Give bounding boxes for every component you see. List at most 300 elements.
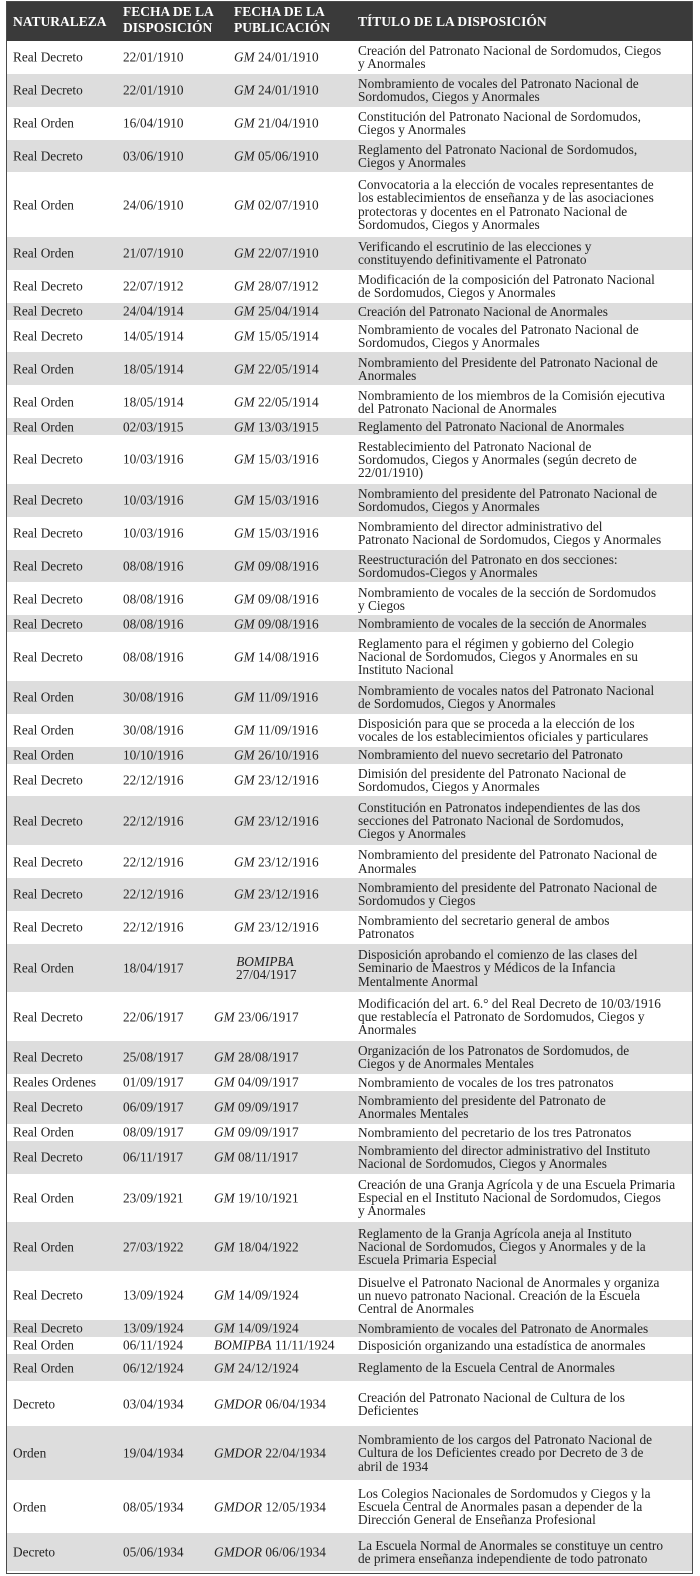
cell-fecha-publicacion (236, 953, 297, 982)
cell-fecha-publicacion (234, 814, 319, 827)
cell-naturaleza: Real Orden (13, 361, 74, 377)
cell-fecha-disposicion: 22/01/1910 (123, 49, 184, 65)
table-row (7, 517, 692, 550)
cell-fecha-publicacion (234, 420, 319, 433)
titulo-line: Anormales (358, 1022, 417, 1038)
cell-naturaleza: Real Decreto (13, 853, 83, 869)
cell-titulo (358, 484, 688, 517)
cell-titulo (358, 550, 688, 583)
titulo-line: Nombramiento de vocales natos del Patronato Nacional (358, 683, 655, 699)
titulo-line: de Sordomudos, Ciegos y Anormales (358, 696, 556, 712)
publication-source: GMDOR (214, 1396, 263, 1412)
cell-titulo (358, 796, 688, 845)
publication-source: GM (234, 115, 255, 131)
titulo-line: Escuela Primaria Especial (358, 1252, 497, 1268)
titulo-line: Sordomudos, Ciegos y Anormales (358, 499, 540, 515)
titulo-line: Constitución en Patronatos independientes de las dos (358, 799, 641, 815)
titulo-line: Constitución del Patronato Nacional de Sordomudos, (358, 108, 641, 124)
publication-date: 26/10/1916 (258, 747, 319, 763)
publication-date: 09/08/1916 (258, 616, 319, 632)
publication-source: GM (234, 648, 255, 664)
cell-naturaleza: Real Decreto (13, 328, 83, 344)
titulo-line: del Patronato Nacional de Anormales (358, 400, 557, 416)
publication-source: GM (234, 886, 255, 902)
table-row (7, 107, 692, 140)
titulo-line: y Ciegos (358, 597, 405, 613)
cell-fecha-disposicion: 18/05/1914 (123, 394, 184, 410)
cell-titulo (358, 385, 688, 418)
titulo-line: secciones del Patronato Nacional de Sordomudos, (358, 813, 624, 829)
titulo-line: Ciegos y Anormales (358, 122, 466, 138)
publication-source: GM (234, 689, 255, 705)
cell-naturaleza: Real Orden (13, 115, 74, 131)
header-titulo: TÍTULO DE LA DISPOSICIÓN (358, 14, 547, 29)
publication-source: GM (234, 747, 255, 763)
titulo-line: Reestructuración del Patronato en dos secciones: (358, 551, 618, 567)
cell-fecha-disposicion: 10/10/1916 (123, 747, 184, 763)
cell-fecha-publicacion (214, 1010, 299, 1023)
cell-titulo (358, 1271, 688, 1320)
publication-date: 24/12/1924 (238, 1359, 299, 1375)
publication-source: GM (234, 919, 255, 935)
titulo-line: Sordomudos y Ciegos (358, 893, 476, 909)
table-row (7, 320, 692, 353)
publication-date: 23/12/1916 (258, 886, 319, 902)
table-row (7, 615, 692, 632)
cell-naturaleza: Reales Ordenes (13, 1074, 97, 1090)
cell-fecha-publicacion (214, 1500, 326, 1513)
titulo-line: que restablecía el Patronato de Sordomudos, Ciegos y (358, 1009, 645, 1025)
titulo-line: Los Colegios Nacionales de Sordomudos y Ciegos y la (358, 1485, 651, 1501)
cell-naturaleza: Real Orden (13, 747, 74, 763)
publication-source: GM (234, 82, 255, 98)
cell-titulo (358, 435, 688, 484)
cell-fecha-publicacion (214, 1191, 299, 1204)
cell-naturaleza: Decreto (13, 1396, 56, 1412)
titulo-line: de primera enseñanza independiente de todo patronato (358, 1551, 648, 1567)
publication-source: GM (234, 303, 255, 319)
cell-titulo (358, 1091, 688, 1124)
cell-titulo (358, 944, 688, 993)
cell-titulo (358, 1174, 688, 1223)
cell-fecha-publicacion (214, 1546, 326, 1559)
titulo-line: Nombramiento de vocales del Patronato Nacional de (358, 76, 639, 92)
cell-naturaleza: Real Decreto (13, 772, 83, 788)
titulo-line: Sordomudos, Ciegos y Anormales (358, 216, 540, 232)
publication-source: GM (234, 772, 255, 788)
cell-naturaleza: Real Orden (13, 419, 74, 435)
titulo-line: Nombramiento de vocales de la sección de Sordomudos (358, 584, 656, 600)
cell-titulo (358, 1381, 688, 1426)
cell-fecha-disposicion: 22/12/1916 (123, 772, 184, 788)
titulo-line: Disuelve el Patronato Nacional de Anormales y organiza (358, 1274, 660, 1290)
table-row (7, 1074, 692, 1091)
publication-date: 24/01/1910 (258, 49, 319, 65)
publication-date: 15/03/1916 (258, 492, 319, 508)
cell-naturaleza: Real Decreto (13, 1049, 83, 1065)
cell-naturaleza: Real Orden (13, 960, 74, 976)
cell-titulo (358, 615, 688, 632)
publication-source: GM (234, 245, 255, 261)
publication-source: GM (234, 328, 255, 344)
dispositions-table (6, 1, 693, 1574)
publication-source: GM (214, 1099, 235, 1115)
cell-fecha-publicacion (234, 305, 319, 318)
table-row (7, 352, 692, 385)
table-row (7, 1271, 692, 1320)
cell-fecha-publicacion (234, 149, 319, 162)
cell-titulo (358, 764, 688, 797)
cell-titulo (358, 1141, 688, 1174)
titulo-line: Patronato Nacional de Sordomudos, Ciegos y Anormales (358, 532, 662, 548)
cell-fecha-disposicion: 06/11/1917 (123, 1149, 184, 1165)
table-row (7, 796, 692, 845)
cell-fecha-publicacion (234, 592, 319, 605)
cell-titulo (358, 1337, 688, 1354)
cell-titulo (358, 74, 688, 107)
cell-fecha-publicacion (214, 1339, 335, 1352)
cell-fecha-disposicion: 10/03/1916 (123, 451, 184, 467)
cell-naturaleza: Real Decreto (13, 525, 83, 541)
titulo-line: Creación del Patronato Nacional de Sordomudos, Ciegos (358, 43, 662, 59)
titulo-line: Creación de una Granja Agrícola y de una Escuela Primaria (358, 1177, 676, 1193)
publication-date: 28/07/1912 (258, 278, 319, 294)
cell-fecha-disposicion: 22/12/1916 (123, 853, 184, 869)
cell-fecha-publicacion (234, 453, 319, 466)
publication-source: GM (214, 1190, 235, 1206)
titulo-line: Mentalmente Anormal (358, 973, 479, 989)
table-row (7, 764, 692, 797)
publication-source: GM (234, 197, 255, 213)
publication-date: 11/09/1916 (258, 689, 319, 705)
cell-naturaleza: Real Decreto (13, 1287, 83, 1303)
titulo-line: La Escuela Normal de Anormales se constituye un centro (358, 1537, 663, 1553)
publication-date: 14/09/1924 (238, 1320, 299, 1336)
cell-fecha-disposicion: 08/09/1917 (123, 1124, 184, 1140)
publication-date: 19/10/1921 (238, 1190, 299, 1206)
cell-fecha-disposicion: 22/01/1910 (123, 82, 184, 98)
cell-fecha-disposicion: 24/04/1914 (123, 303, 184, 319)
publication-source: GM (234, 451, 255, 467)
cell-naturaleza: Real Decreto (13, 813, 83, 829)
titulo-line: Ciegos y Anormales (358, 154, 466, 170)
cell-naturaleza: Real Decreto (13, 49, 83, 65)
titulo-line: Nombramiento del pecretario de los tres Patronatos (358, 1124, 632, 1140)
table-row (7, 1320, 692, 1337)
cell-fecha-disposicion: 13/09/1924 (123, 1287, 184, 1303)
table-row (7, 74, 692, 107)
publication-date: 08/11/1917 (238, 1149, 299, 1165)
publication-source: BOMIPBA (214, 1337, 272, 1353)
titulo-line: Ciegos y Anormales (358, 826, 466, 842)
titulo-line: vocales de los establecimientos oficiales y particulares (358, 729, 649, 745)
publication-date: 09/08/1916 (258, 591, 319, 607)
publication-source: GM (214, 1359, 235, 1375)
cell-fecha-publicacion (234, 855, 319, 868)
header-fecha-disposicion: FECHA DE LA DISPOSICIÓN (123, 4, 214, 35)
publication-date: 23/12/1916 (258, 919, 319, 935)
cell-titulo (358, 1124, 688, 1141)
table-row (7, 1222, 692, 1271)
publication-source: GM (214, 1287, 235, 1303)
titulo-line: Nombramiento de los miembros de la Comisión ejecutiva (358, 387, 665, 403)
cell-fecha-publicacion (234, 724, 318, 737)
cell-naturaleza: Real Orden (13, 1359, 74, 1375)
table-row (7, 632, 692, 681)
titulo-line: Modificación de la composición del Patronato Nacional (358, 272, 655, 288)
cell-fecha-publicacion (214, 1076, 299, 1089)
titulo-line: Seminario de Maestros y Médicos de la Infancia (358, 960, 616, 976)
publication-source: GM (214, 1124, 235, 1140)
table-row (7, 714, 692, 747)
titulo-line: Nombramiento del presidente del Patronato Nacional de (358, 486, 658, 502)
publication-date: 11/09/1916 (258, 722, 319, 738)
titulo-line: Escuela Central de Anormales pasan a depender de la (358, 1498, 643, 1514)
publication-source: GM (234, 148, 255, 164)
cell-fecha-disposicion: 24/06/1910 (123, 197, 184, 213)
cell-naturaleza: Real Orden (13, 1238, 74, 1254)
table-row (7, 1354, 692, 1382)
titulo-line: Reglamento de la Escuela Central de Anormales (358, 1359, 615, 1375)
cell-titulo (358, 1222, 688, 1271)
publication-source: GM (214, 1049, 235, 1065)
cell-fecha-disposicion: 16/04/1910 (123, 115, 184, 131)
publication-date: 22/05/1914 (258, 361, 319, 377)
cell-fecha-disposicion: 22/12/1916 (123, 813, 184, 829)
publication-source: GM (214, 1320, 235, 1336)
titulo-line: Disposición aprobando el comienzo de las clases del (358, 947, 638, 963)
titulo-line: Anormales (358, 860, 417, 876)
titulo-line: Disposición organizando una estadística de anormales (358, 1337, 646, 1353)
cell-naturaleza: Real Orden (13, 394, 74, 410)
table-row (7, 237, 692, 270)
titulo-line: Reglamento del Patronato Nacional de Sordomudos, (358, 141, 638, 157)
cell-titulo (358, 270, 688, 303)
cell-naturaleza: Real Decreto (13, 616, 83, 632)
cell-naturaleza: Decreto (13, 1544, 56, 1560)
titulo-line: Dirección General de Enseñanza Profesional (358, 1512, 596, 1528)
cell-naturaleza: Real Decreto (13, 82, 83, 98)
cell-fecha-disposicion: 19/04/1934 (123, 1445, 184, 1461)
cell-titulo (358, 237, 688, 270)
table-row (7, 1533, 692, 1571)
cell-titulo (358, 1320, 688, 1337)
header-naturaleza: NATURALEZA (13, 14, 107, 29)
titulo-line: y Anormales (358, 1203, 426, 1219)
table-row (7, 172, 692, 237)
titulo-line: Verificando el escrutinio de las elecciones y (358, 239, 592, 255)
titulo-line: Nacional de Sordomudos, Ciegos y Anormales (358, 1156, 607, 1172)
cell-fecha-disposicion: 05/06/1934 (123, 1544, 184, 1560)
titulo-line: Anormales (358, 367, 417, 383)
publication-date: 14/08/1916 (258, 648, 319, 664)
cell-naturaleza: Real Decreto (13, 1099, 83, 1115)
cell-fecha-publicacion (234, 748, 319, 761)
cell-fecha-disposicion: 08/08/1916 (123, 591, 184, 607)
titulo-line: Nombramiento del presidente del Patronato de (358, 1093, 606, 1109)
table-row (7, 385, 692, 418)
cell-titulo (358, 172, 688, 237)
publication-source: GM (234, 813, 255, 829)
cell-fecha-publicacion (234, 888, 319, 901)
table-row (7, 845, 692, 878)
cell-naturaleza: Orden (13, 1445, 47, 1461)
cell-titulo (358, 747, 688, 764)
publication-date: 24/01/1910 (258, 82, 319, 98)
table-row (7, 878, 692, 911)
cell-fecha-disposicion: 10/03/1916 (123, 525, 184, 541)
cell-titulo (358, 107, 688, 140)
publication-date: 09/08/1916 (258, 558, 319, 574)
publication-date: 22/05/1914 (258, 394, 319, 410)
cell-naturaleza: Real Decreto (13, 558, 83, 574)
table-row (7, 435, 692, 484)
cell-fecha-publicacion (234, 650, 319, 663)
publication-date: 23/12/1916 (258, 853, 319, 869)
table-row (7, 418, 692, 435)
cell-fecha-disposicion: 14/05/1914 (123, 328, 184, 344)
titulo-line: constituyendo definitivamente el Patronato (358, 252, 587, 268)
cell-fecha-publicacion (234, 691, 318, 704)
titulo-line: Restablecimiento del Patronato Nacional de (358, 438, 592, 454)
table-row (7, 1381, 692, 1426)
cell-titulo (358, 140, 688, 173)
publication-source: GM (214, 1074, 235, 1090)
cell-fecha-publicacion (234, 84, 319, 97)
publication-source: GM (234, 525, 255, 541)
cell-fecha-publicacion (234, 526, 319, 539)
cell-fecha-publicacion (234, 280, 319, 293)
cell-naturaleza: Real Decreto (13, 148, 83, 164)
cell-titulo (358, 878, 688, 911)
titulo-line: Patronatos (358, 926, 415, 942)
titulo-line: Nombramiento del secretario general de ambos (358, 912, 610, 928)
cell-titulo (358, 1426, 688, 1480)
cell-fecha-disposicion: 06/11/1924 (123, 1337, 184, 1353)
titulo-line: un nuevo patronato Nacional. Creación de la Escuela (358, 1287, 641, 1303)
publication-date: 28/08/1917 (238, 1049, 299, 1065)
table-row (7, 1041, 692, 1074)
publication-date: 15/05/1914 (258, 328, 319, 344)
titulo-line: Sordomudos, Ciegos y Anormales (358, 778, 540, 794)
titulo-line: Nacional de Sordomudos, Ciegos y Anormales y de la (358, 1238, 646, 1254)
publication-date: 11/11/1924 (274, 1337, 335, 1353)
publication-source: GM (234, 49, 255, 65)
cell-naturaleza: Real Decreto (13, 303, 83, 319)
publication-date: 15/03/1916 (258, 451, 319, 467)
titulo-line: Creación del Patronato Nacional de Anormales (358, 303, 608, 319)
titulo-line: Organización de los Patronatos de Sordomudos, de (358, 1043, 630, 1059)
cell-fecha-disposicion: 18/05/1914 (123, 361, 184, 377)
cell-titulo (358, 582, 688, 615)
cell-titulo (358, 714, 688, 747)
cell-fecha-disposicion: 10/03/1916 (123, 492, 184, 508)
table-row (7, 1174, 692, 1223)
cell-fecha-disposicion: 22/12/1916 (123, 886, 184, 902)
titulo-line: Nombramiento del director administrativo del (358, 518, 603, 534)
publication-date: 23/06/1917 (238, 1009, 299, 1025)
titulo-line: Sordomudos, Ciegos y Anormales (358, 89, 540, 105)
cell-fecha-publicacion (234, 116, 319, 129)
cell-fecha-disposicion: 23/09/1921 (123, 1190, 184, 1206)
table-row (7, 484, 692, 517)
cell-fecha-publicacion (214, 1361, 299, 1374)
cell-naturaleza: Real Decreto (13, 492, 83, 508)
titulo-line: Especial en el Instituto Nacional de Sordomudos, Ciegos (358, 1190, 661, 1206)
cell-titulo (358, 352, 688, 385)
cell-fecha-disposicion: 27/03/1922 (123, 1238, 184, 1254)
publication-date: 22/04/1934 (265, 1445, 326, 1461)
table-header (7, 2, 692, 41)
cell-fecha-disposicion: 08/08/1916 (123, 648, 184, 664)
publication-date: 23/12/1916 (258, 813, 319, 829)
titulo-line: Dimisión del presidente del Patronato Nacional de (358, 765, 627, 781)
table-row (7, 1124, 692, 1141)
publication-source: GM (234, 722, 255, 738)
publication-date: 09/09/1917 (238, 1099, 299, 1115)
table-row (7, 1091, 692, 1124)
cell-fecha-publicacion (234, 617, 319, 630)
cell-fecha-publicacion (234, 51, 319, 64)
publication-date: 21/04/1910 (258, 115, 319, 131)
cell-fecha-publicacion (214, 1126, 299, 1139)
titulo-line: Nombramiento del director administrativo del Instituto (358, 1142, 651, 1158)
cell-fecha-disposicion: 03/04/1934 (123, 1396, 184, 1412)
cell-naturaleza: Real Decreto (13, 919, 83, 935)
table-body (7, 41, 692, 1573)
titulo-line: los establecimientos de enseñanza y de las asociaciones (358, 190, 654, 206)
titulo-line: Nombramiento de vocales del Patronato de Anormales (358, 1320, 649, 1336)
titulo-line: 22/01/1910) (358, 465, 424, 481)
titulo-line: de Sordomudos, Ciegos y Anormales (358, 285, 556, 301)
titulo-line: Nombramiento de vocales de la sección de Anormales (358, 616, 647, 632)
cell-naturaleza: Real Decreto (13, 1320, 83, 1336)
cell-fecha-disposicion: 22/07/1912 (123, 278, 184, 294)
publication-source: GMDOR (214, 1498, 263, 1514)
table-row (7, 582, 692, 615)
cell-fecha-publicacion (214, 1289, 299, 1302)
titulo-line: Central de Anormales (358, 1300, 474, 1316)
cell-naturaleza: Real Decreto (13, 1009, 83, 1025)
titulo-line: Cultura de los Deficientes creado por Decreto de 3 de (358, 1445, 644, 1461)
cell-titulo (358, 1533, 688, 1571)
cell-titulo (358, 845, 688, 878)
cell-fecha-disposicion: 08/05/1934 (123, 1498, 184, 1514)
publication-source: GM (234, 591, 255, 607)
publication-date: 22/07/1910 (258, 245, 319, 261)
titulo-line: Reglamento de la Granja Agrícola aneja al Instituto (358, 1225, 632, 1241)
cell-fecha-publicacion (214, 1101, 299, 1114)
cell-naturaleza: Real Decreto (13, 451, 83, 467)
cell-naturaleza: Real Orden (13, 245, 74, 261)
titulo-line: Reglamento del Patronato Nacional de Anormales (358, 419, 625, 435)
publication-date: 02/07/1910 (258, 197, 319, 213)
cell-titulo (358, 1074, 688, 1091)
publication-date: 23/12/1916 (258, 772, 319, 788)
table-row (7, 992, 692, 1041)
publication-source: GMDOR (214, 1544, 263, 1560)
publication-source: GM (234, 419, 255, 435)
cell-fecha-disposicion: 21/07/1910 (123, 245, 184, 261)
cell-naturaleza: Orden (13, 1498, 47, 1514)
cell-fecha-publicacion (214, 1240, 299, 1253)
cell-titulo (358, 632, 688, 681)
cell-titulo (358, 303, 688, 320)
publication-source: BOMIPBA (236, 953, 294, 969)
table-row (7, 550, 692, 583)
publication-date: 06/06/1934 (265, 1544, 326, 1560)
cell-titulo (358, 320, 688, 353)
